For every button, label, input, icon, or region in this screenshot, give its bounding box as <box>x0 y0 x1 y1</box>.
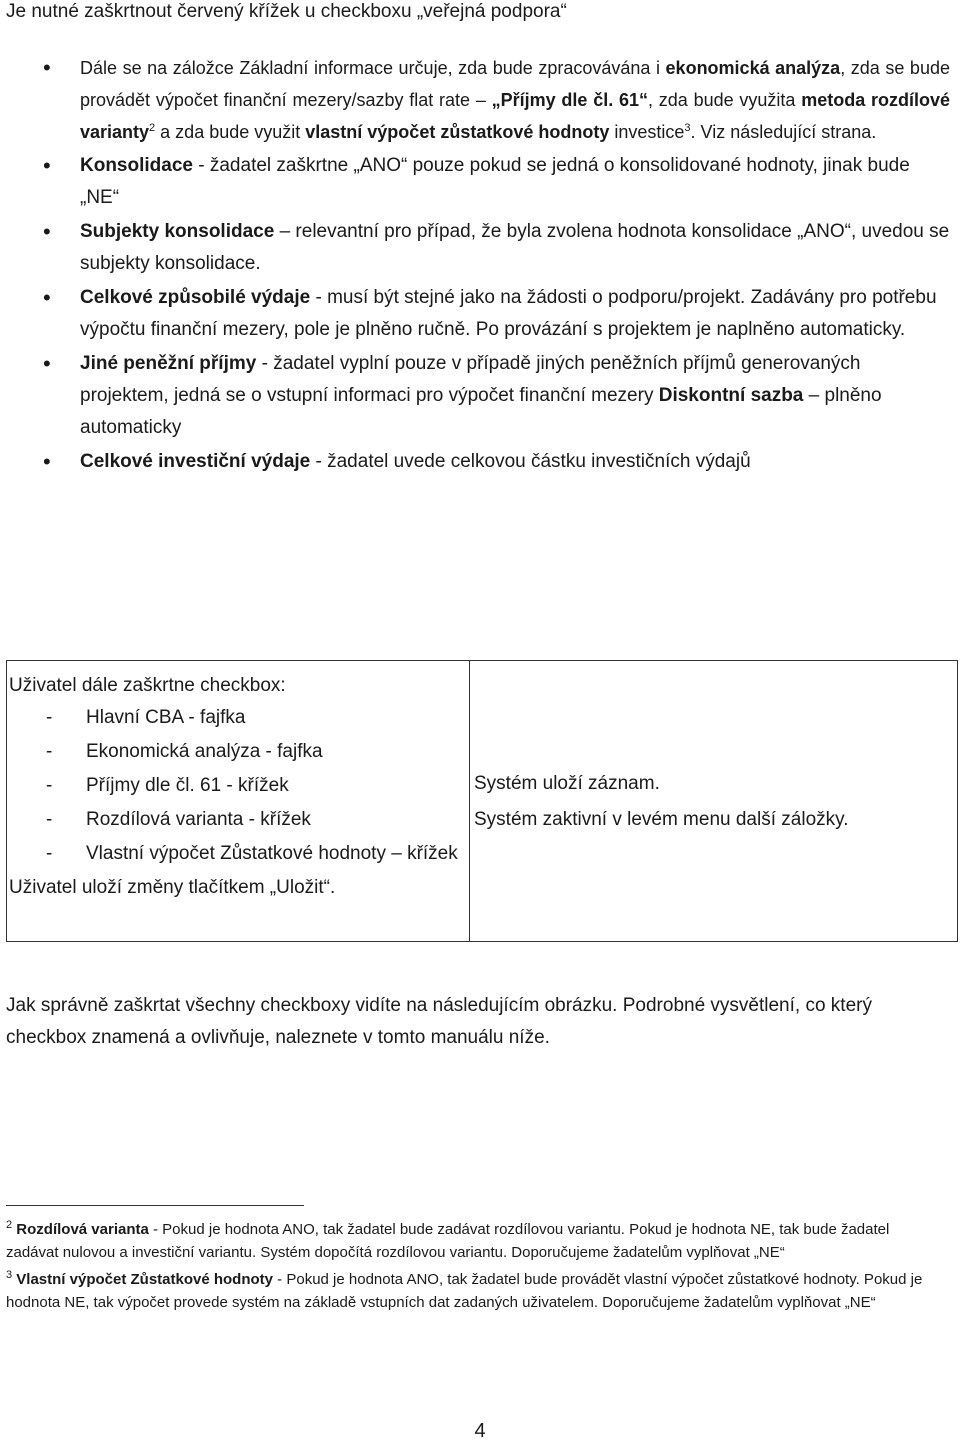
list-item: - Rozdílová varianta - křížek <box>9 807 467 833</box>
footnote-bold: Rozdílová varianta <box>16 1221 149 1238</box>
table-row <box>7 661 958 942</box>
bullet-item-investicni-vydaje <box>0 446 960 478</box>
checkbox-list <box>9 705 467 867</box>
bullet-text: – plněno automaticky <box>80 385 882 438</box>
footnote-text: - Pokud je hodnota ANO, tak žadatel bude provádět vlastní výpočet zůstatkové hodnoty. Pokud je hodnota NE, tak výpočet provede systém na základě vstupních dat zadaných uživatelem. Doporučujeme žadatelům vyplňovat „NE“ <box>6 1271 923 1311</box>
bullet-bold: Jiné peněžní příjmy <box>80 353 257 374</box>
system-action-line: Systém zaktivní v levém menu další záložky. <box>474 809 849 830</box>
bullet-text: - žadatel vyplní pouze v případě jiných peněžních příjmů generovaných projektem, jedná se o vstupní informaci pro výpočet finanční mezery <box>80 353 861 406</box>
bullet-item-zpusobile-vydaje <box>0 282 960 346</box>
list-item: - Příjmy dle čl. 61 - křížek <box>9 773 467 799</box>
user-actions-heading: Uživatel dále zaškrtne checkbox: <box>9 675 286 696</box>
bullet-item-konsolidace <box>0 150 960 214</box>
bullet-item-basic-info <box>0 52 960 148</box>
bullet-text: Dále se na záložce Základní informace určuje, zda bude zpracovávána i <box>80 58 666 78</box>
bullet-text: - žadatel zaškrtne „ANO“ pouze pokud se jedná o konsolidované hodnoty, jinak bude „NE“ <box>80 155 910 208</box>
footnote-ref: 3 <box>684 122 691 134</box>
bullet-bold: Diskontní sazba <box>658 385 804 406</box>
bullet-text: a zda bude využit <box>155 122 306 142</box>
bullet-bold: ekonomická analýza <box>665 58 841 78</box>
bullet-bold: vlastní výpočet zůstatkové hodnoty <box>305 122 610 142</box>
footnote-divider <box>6 1205 304 1206</box>
footnote-number: 2 <box>6 1219 13 1231</box>
bullet-text: . Viz následující strana. <box>690 122 877 142</box>
footnote-text: - Pokud je hodnota ANO, tak žadatel bude zadávat rozdílovou variantu. Pokud je hodnota NE, tak bude žadatel zadávat nulovou a investiční variantu. Systém dopočítá rozdílovou variantu. Doporučujeme žadatelům vyplňovat „NE“ <box>6 1221 890 1261</box>
bullet-item-subjekty <box>0 216 960 280</box>
list-item: - Vlastní výpočet Zůstatkové hodnoty – křížek <box>9 841 467 867</box>
list-item: - Ekonomická analýza - fajfka <box>9 739 467 765</box>
bullet-list <box>0 52 960 480</box>
bullet-bold: Subjekty konsolidace <box>80 221 275 242</box>
bullet-bold: metoda rozdílové varianty <box>80 90 950 142</box>
bullet-item-jine-prijmy <box>0 348 960 444</box>
footnote-3 <box>6 1268 941 1314</box>
bullet-text: investice <box>609 122 685 142</box>
user-actions-footer: Uživatel uloží změny tlačítkem „Uložit“. <box>9 877 336 898</box>
system-actions-cell <box>470 661 958 942</box>
bullet-text: – relevantní pro případ, že byla zvolena hodnota konsolidace „ANO“, uvedou se subjekty konsolidace. <box>80 221 950 274</box>
page-number: 4 <box>474 1420 486 1442</box>
footnote-bold: Vlastní výpočet Zůstatkové hodnoty <box>16 1271 274 1288</box>
list-item: - Hlavní CBA - fajfka <box>9 705 467 731</box>
footnote-2 <box>6 1218 941 1264</box>
bullet-text: , zda bude využita <box>648 90 802 110</box>
steps-table <box>6 660 958 942</box>
footnote-ref: 2 <box>149 122 156 134</box>
bullet-bold: Konsolidace <box>80 155 193 176</box>
bullet-text: - musí být stejné jako na žádosti o podporu/projekt. Zadávány pro potřebu výpočtu finanční mezery, pole je plněno ručně. Po provázání s projektem je naplněno automaticky. <box>80 287 937 340</box>
bullet-bold: „Příjmy dle čl. 61“ <box>491 90 648 110</box>
user-actions-cell <box>7 661 470 942</box>
outro-paragraph: Jak správně zaškrtat všechny checkboxy vidíte na následujícím obrázku. Podrobné vysvětlení, co který checkbox znamená a ovlivňuje, naleznete v tomto manuálu níže. <box>6 995 872 1048</box>
footnote-number: 3 <box>6 1269 13 1281</box>
bullet-bold: Celkové způsobilé výdaje <box>80 287 311 308</box>
bullet-text: - žadatel uvede celkovou částku investičních výdajů <box>310 451 751 472</box>
intro-text: Je nutné zaškrtnout červený křížek u checkboxu „veřejná podpora“ <box>6 1 567 22</box>
system-action-line: Systém uloží záznam. <box>474 773 660 794</box>
bullet-text: , zda se bude provádět výpočet finanční mezery/sazby flat rate – <box>80 58 950 110</box>
bullet-bold: Celkové investiční výdaje <box>80 451 311 472</box>
footnotes <box>6 1218 941 1318</box>
